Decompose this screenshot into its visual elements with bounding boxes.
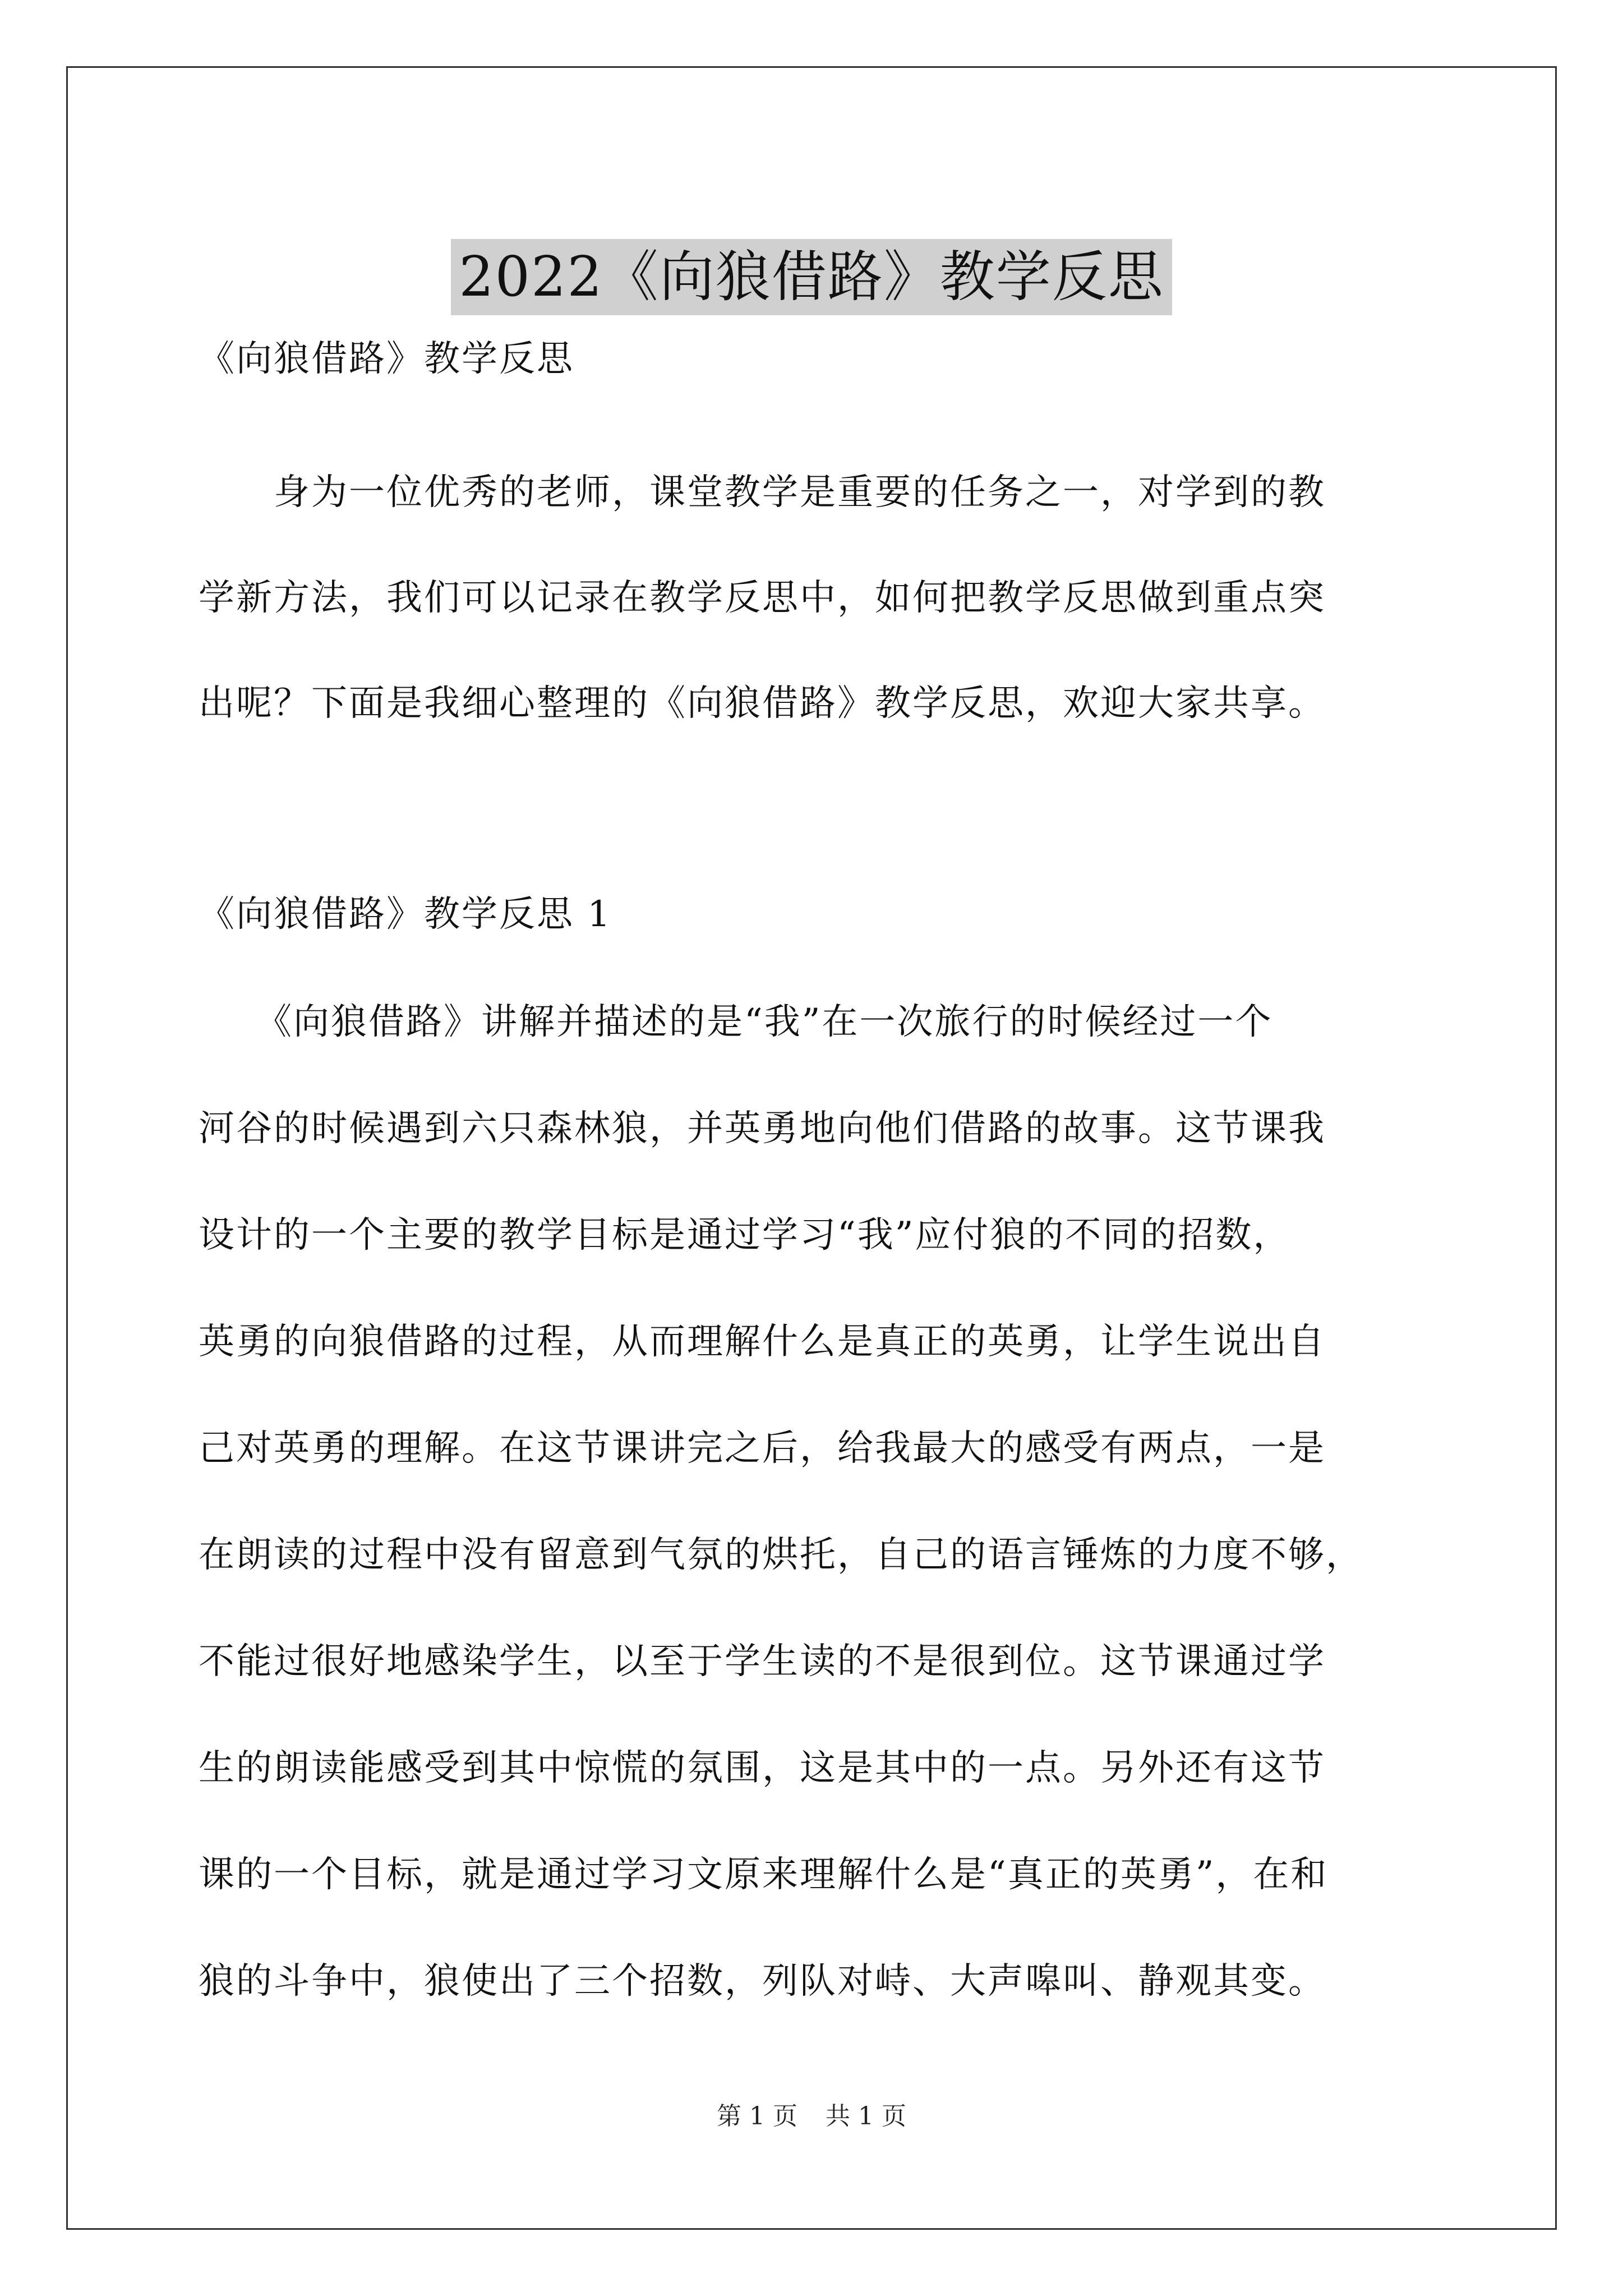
intro-line-2: 学新方法，我们可以记录在教学反思中，如何把教学反思做到重点突 xyxy=(199,577,1326,619)
page-footer xyxy=(0,2101,1623,2132)
body-line-5: 己对英勇的理解。在这节课讲完之后，给我最大的感受有两点，一是 xyxy=(199,1428,1326,1469)
body-line-8: 生的朗读能感受到其中惊慌的氛围，这是其中的一点。另外还有这节 xyxy=(199,1747,1326,1789)
body-line-1: 《向狼借路》讲解并描述的是“我”在一次旅行的时候经过一个 xyxy=(199,1001,1273,1043)
body-line-9: 课的一个目标，就是通过学习文原来理解什么是“真正的英勇”，在和 xyxy=(199,1854,1329,1895)
title-block xyxy=(0,202,1623,352)
body-line-7: 不能过很好地感染学生，以至于学生读的不是很到位。这节课通过学 xyxy=(199,1641,1326,1682)
page-total: 共 1 页 xyxy=(826,2102,906,2131)
subheading: 《向狼借路》教学反思 xyxy=(199,338,574,380)
body-line-6: 在朗读的过程中没有留意到气氛的烘托，自己的语言锤炼的力度不够， xyxy=(199,1534,1363,1576)
body-line-4: 英勇的向狼借路的过程，从而理解什么是真正的英勇，让学生说出自 xyxy=(199,1321,1326,1363)
body-line-3: 设计的一个主要的教学目标是通过学习“我”应付狼的不同的招数， xyxy=(199,1214,1291,1256)
body-line-2: 河谷的时候遇到六只森林狼，并英勇地向他们借路的故事。这节课我 xyxy=(199,1108,1326,1149)
document-title: 2022《向狼借路》教学反思 xyxy=(451,239,1172,315)
intro-line-3: 出呢？下面是我细心整理的《向狼借路》教学反思，欢迎大家共享。 xyxy=(199,683,1326,724)
intro-line-1: 身为一位优秀的老师，课堂教学是重要的任务之一，对学到的教 xyxy=(199,472,1326,513)
body-line-10: 狼的斗争中，狼使出了三个招数，列队对峙、大声嗥叫、静观其变。 xyxy=(199,1961,1326,2002)
page-number: 第 1 页 xyxy=(717,2102,797,2131)
section-heading: 《向狼借路》教学反思 1 xyxy=(199,894,612,935)
